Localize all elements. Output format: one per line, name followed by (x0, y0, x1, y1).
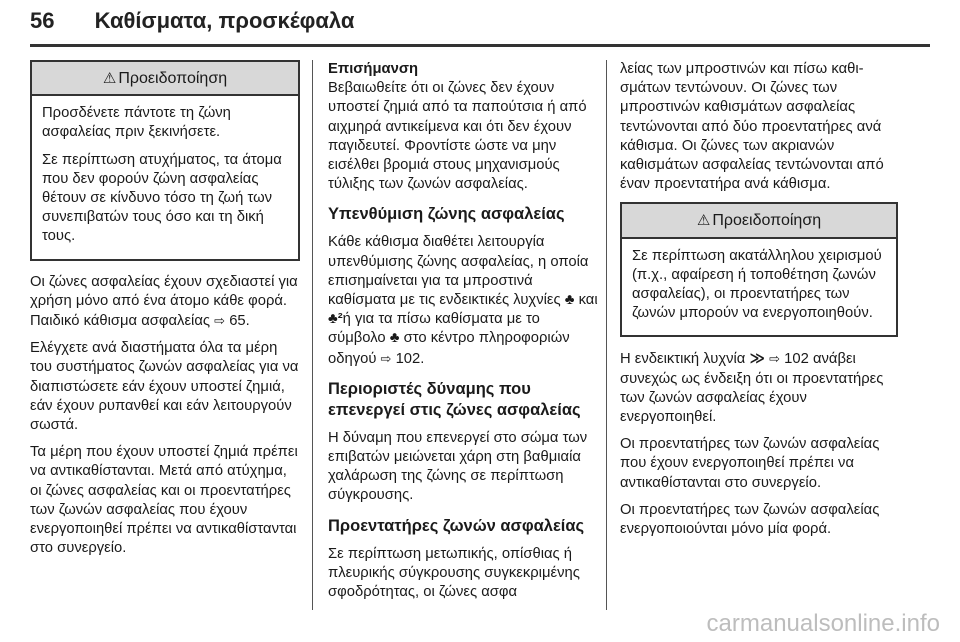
section-heading: Περιοριστές δύναμης που επενεργεί στις ζώνες ασφαλείας (328, 379, 581, 419)
column-2 (328, 60, 598, 610)
warning-paragraph: Προσδένετε πάντοτε τη ζώνη ασφαλείας πριν ξεκινήσετε. (42, 105, 231, 141)
paragraph: Τα μέρη που έχουν υποστεί ζημιά πρέπει να αντικαθίστανται. Μετά από ατύχημα, οι ζώνες ασφαλείας και οι προεντατήρες των ζωνών ασφαλείας που έχουν ενεργοποιηθεί πρέπει να αντικαθίστανται στο συνεργείο. (30, 444, 298, 557)
warning-triangle-icon: ⚠ (696, 212, 711, 230)
page-ref-arrow-icon: ⇨ (214, 313, 226, 329)
paragraph (30, 273, 300, 332)
seatbelt-reminder-icon: ♣ (564, 292, 575, 309)
page-header (30, 8, 354, 34)
warning-body (32, 96, 298, 258)
paragraph-text: ανάβει συνεχώς ως ένδειξη ότι οι προεντατήρες των ζωνών ασφαλείας έχουν ενεργοποιηθεί. (620, 351, 884, 426)
section-heading: Υπενθύμιση ζώνης ασφαλείας (328, 205, 565, 224)
paragraph (620, 349, 898, 427)
warning-paragraph: Σε περίπτωση ατυχήματος, τα άτομα που δεν φορούν ζώνη ασφαλείας θέτουν σε κίνδυνο τόσο τη ζωή των συνεπιβατών τους όσο και τη δική τους. (42, 151, 282, 245)
paragraph-text: Κάθε κάθισμα διαθέτει λειτουργία υπενθύμισης ζώνης ασφαλείας, η οποία επισημαίνεται για τα μπροστινά καθίσματα με τις ενδεικτικές λυχνίες (328, 234, 589, 309)
warning-title-bar (622, 204, 896, 238)
page-ref[interactable]: 102. (395, 350, 425, 367)
warning-body (622, 239, 896, 336)
seatbelt-reminder-2-icon: ♣² (328, 311, 343, 328)
header-rule (30, 44, 930, 47)
seatbelt-symbol-icon: ♣ (389, 330, 400, 347)
paragraph-text: ή (342, 311, 351, 328)
page-ref[interactable]: 65. (229, 313, 250, 330)
page-ref[interactable]: 102 (784, 351, 809, 368)
warning-box (620, 202, 898, 337)
column-3 (620, 60, 898, 547)
paragraph-text: και (578, 292, 598, 309)
warning-title: Προειδοποίηση (712, 212, 822, 230)
note-text: Βεβαιωθείτε ότι οι ζώνες δεν έχουν υποστεί ζημιά από τα παπούτσια ή από αιχμηρά αντικείμενα και ότι δεν έχουν παγιδευτεί. Φροντίστε ώστε να μην εισέλθει βρομιά στους μηχανισμούς τύλιξης των ζωνών ασφαλείας. (328, 80, 587, 193)
page-ref-arrow-icon: ⇨ (380, 350, 392, 366)
airbag-pretensioner-icon: ≫ (749, 351, 765, 368)
column-1 (30, 60, 300, 566)
paragraph: λείας των μπροστινών και πίσω καθισμάτων τεντώνουν. Οι ζώνες των μπροστινών καθισμάτων ασφαλείας τεντώνονται από δύο προεντατήρες ανά κάθισμα. Οι ζώνες των ακριανών καθισμάτων ασφαλείας τεντώνονται από έναν προεντατήρα ανά κάθισμα. (620, 61, 884, 193)
paragraph-text: Οι ζώνες ασφαλείας έχουν σχεδιαστεί για χρήση μόνο από ένα άτομο κάθε φορά. Παιδικό κάθισμα ασφαλείας (30, 273, 298, 330)
note-title: Επισήμανση (328, 61, 419, 77)
column-divider (606, 60, 607, 610)
watermark: carmanualsonline.info (706, 610, 940, 637)
paragraph: Ελέγχετε ανά διαστήματα όλα τα μέρη του συστήματος ζωνών ασφαλείας για να διαπιστώσετε εάν έχουν υποστεί ζημιά, εάν έχουν ρυπανθεί και εάν λειτουργούν σωστά. (30, 340, 299, 434)
warning-paragraph: Σε περίπτωση ακατάλληλου χειρισμού (π.χ., αφαίρεση ή τοποθέτηση ζωνών ασφαλείας), οι προεντατήρες των ζωνών μπορούν να ενεργοποιηθούν. (632, 247, 882, 322)
paragraph: Οι προεντατήρες των ζωνών ασφαλείας που έχουν ενεργοποιηθεί πρέπει να αντικαθίστανται στο συνεργείο. (620, 436, 880, 491)
warning-box (30, 60, 300, 261)
page-title: Καθίσματα, προσκέφαλα (94, 8, 355, 33)
paragraph: Η δύναμη που επενεργεί στο σώμα των επιβατών μειώνεται χάρη στη βαθμιαία χαλάρωση της ζώνης σε περίπτωση σύγκρουσης. (328, 429, 588, 504)
page-ref-arrow-icon: ⇨ (769, 351, 780, 367)
paragraph: Σε περίπτωση μετωπικής, οπίσθιας ή πλευρικής σύγκρουσης συγκεκριμένης σφοδρότητας, οι ζώνες ασφα (328, 545, 580, 601)
warning-title-bar (32, 62, 298, 96)
paragraph (328, 233, 598, 368)
column-divider (312, 60, 313, 610)
paragraph: Οι προεντατήρες των ζωνών ασφαλείας ενεργοποιούνται μόνο μία φορά. (620, 501, 880, 538)
paragraph-text: Η ενδεικτική λυχνία (620, 351, 746, 368)
warning-triangle-icon: ⚠ (102, 70, 117, 87)
page-number: 56 (30, 8, 55, 33)
paragraph-text: για τα πίσω καθίσματα με το σύμβολο (328, 311, 540, 347)
paragraph-text: στο κέντρο πληροφοριών οδηγού (328, 330, 570, 367)
warning-title: Προειδοποίηση (118, 70, 228, 87)
section-heading: Προεντατήρες ζωνών ασφαλείας (328, 516, 585, 535)
